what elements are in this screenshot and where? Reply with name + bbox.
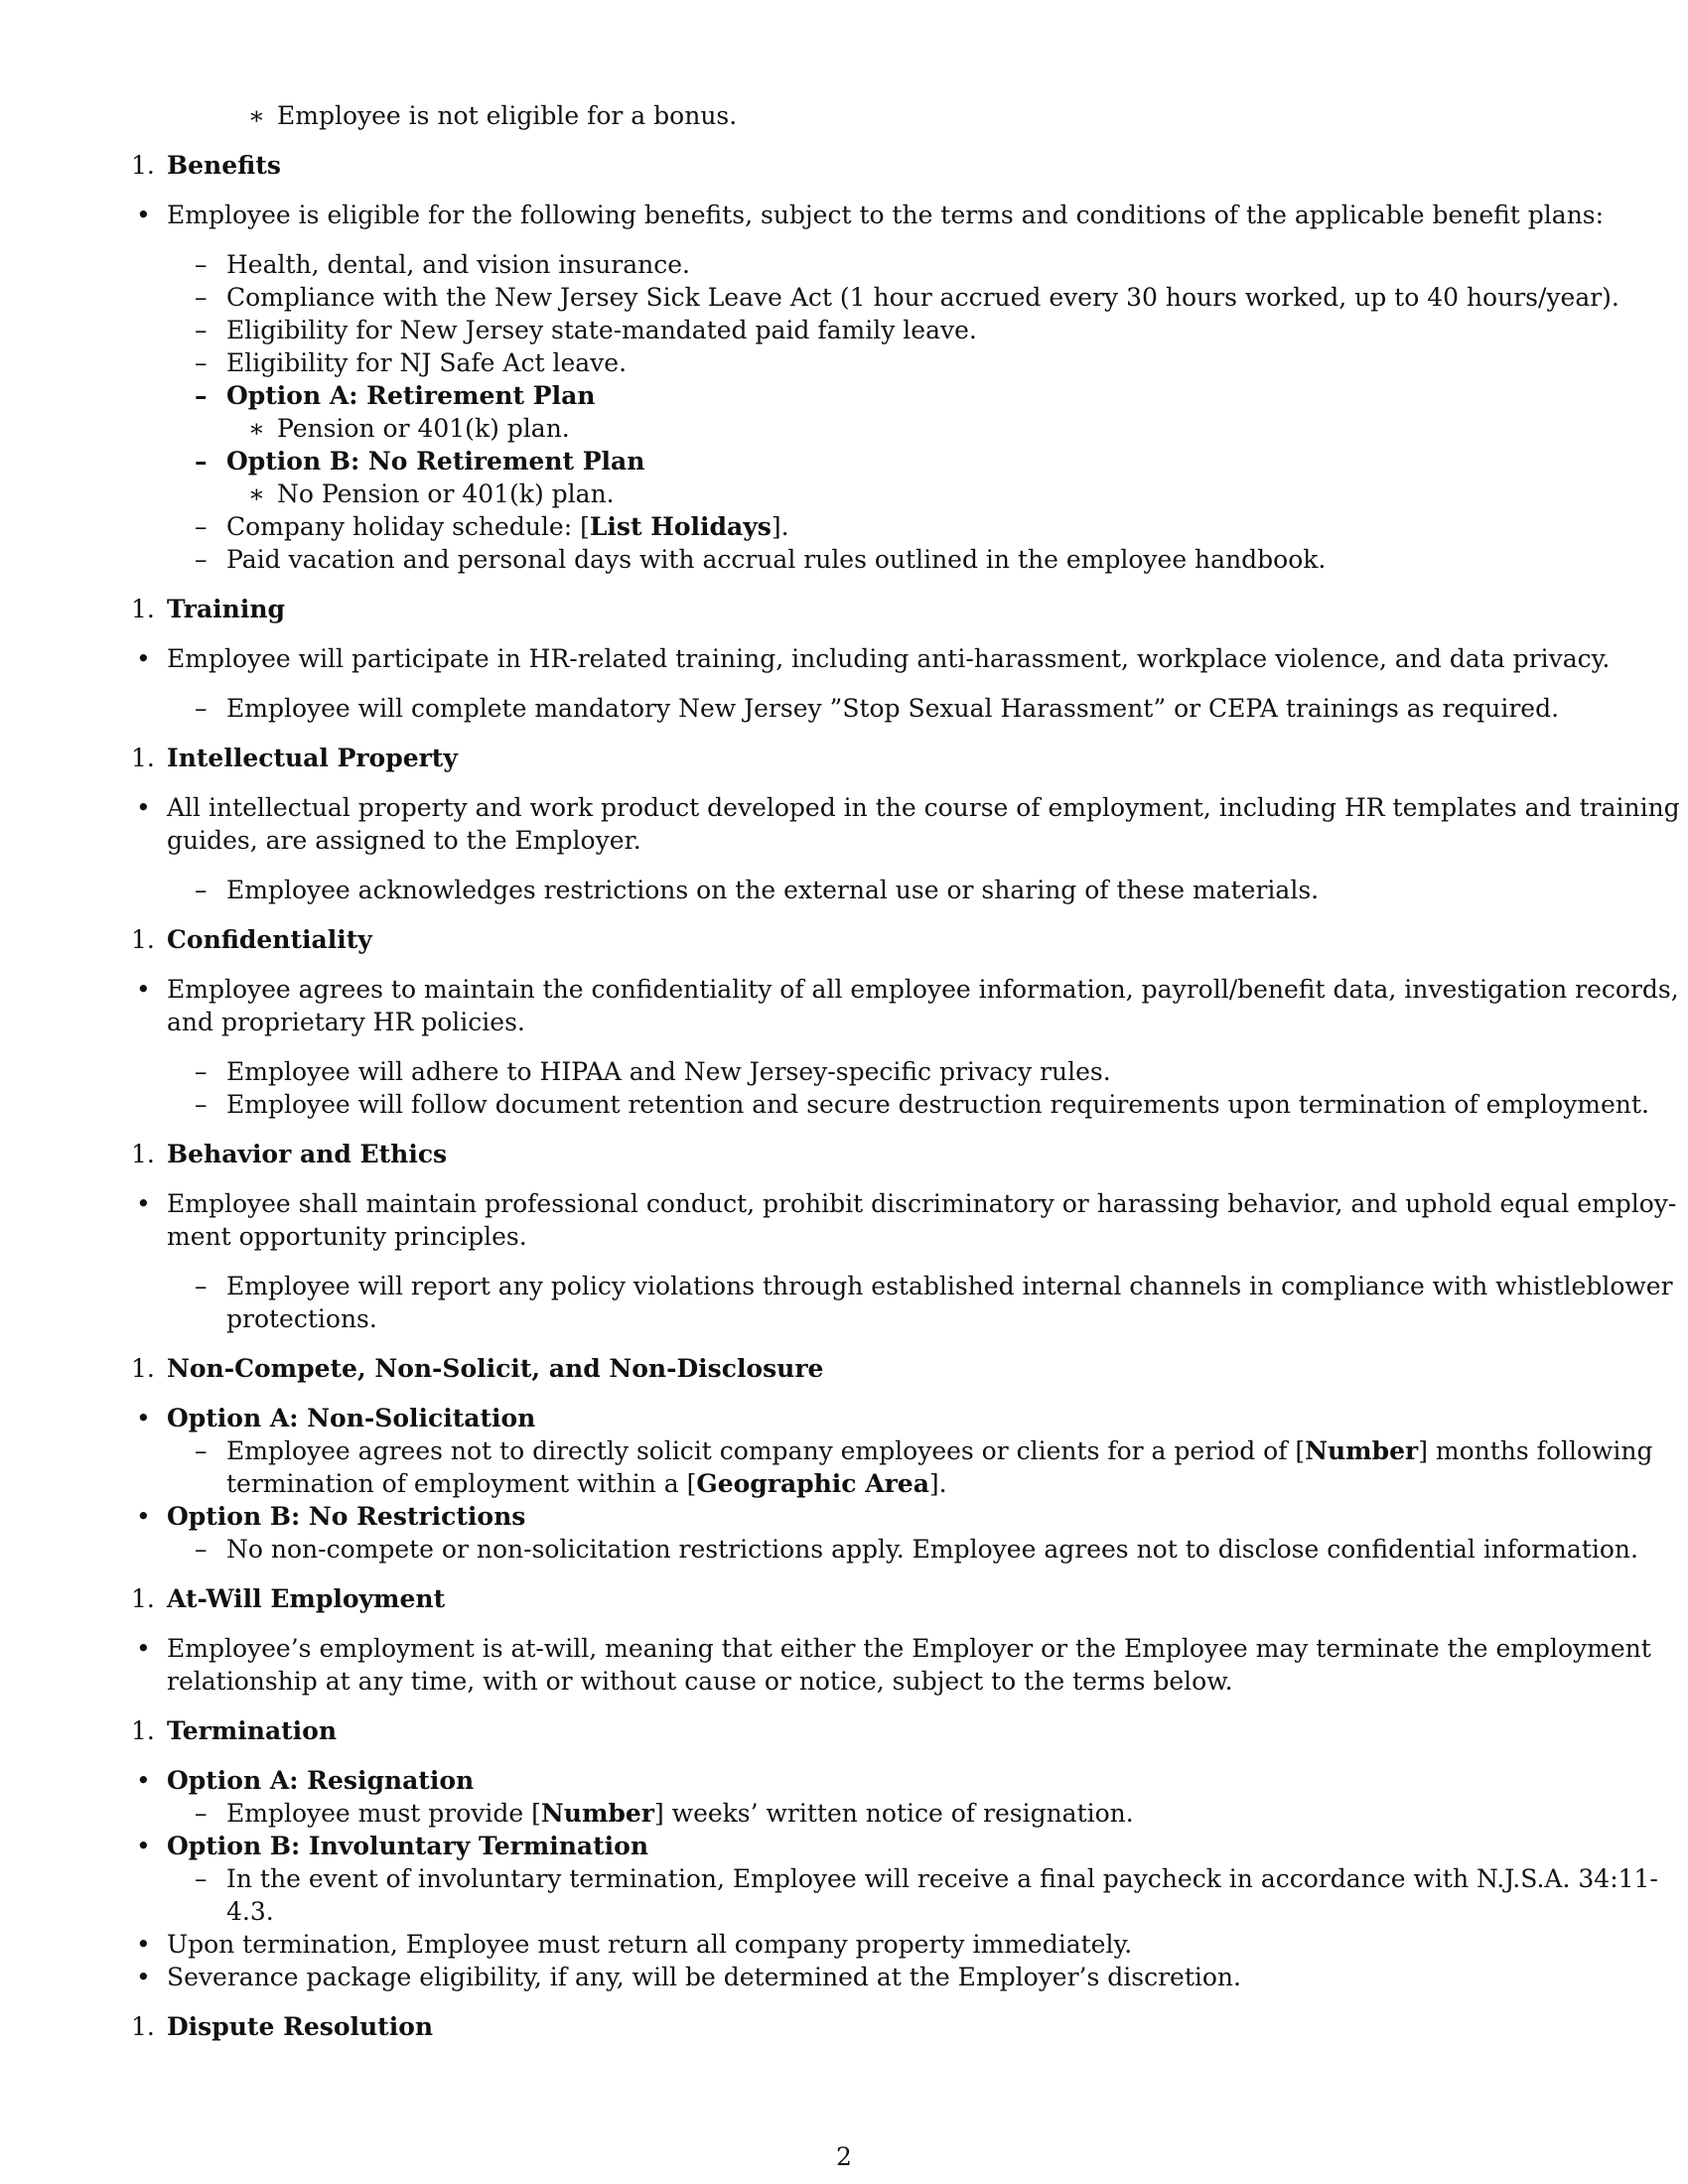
dash-marker-icon: – — [195, 447, 208, 476]
section-heading — [167, 593, 285, 625]
text-segment: ] weeks’ written notice of resignation. — [653, 1799, 1134, 1828]
text-segment: Upon termination, Employee must return all company property immediately. — [167, 1930, 1133, 1959]
list-item-text — [226, 379, 595, 412]
section-heading — [167, 149, 281, 182]
bullet-marker-icon: • — [136, 1832, 151, 1860]
list-item-text — [226, 692, 1559, 725]
list-item-text — [167, 1764, 474, 1797]
text-segment: Paid vacation and personal days with accrual rules outlined in the employee handbook. — [226, 545, 1327, 574]
section-number: 1. — [131, 1716, 155, 1745]
list-item-text — [226, 1533, 1638, 1566]
list-item-text — [226, 1270, 1673, 1302]
list-item-text — [167, 199, 1604, 231]
star-marker-icon: ∗ — [248, 101, 265, 130]
text-segment: Employee agrees not to directly solicit company employees or clients for a period of [ — [226, 1436, 1306, 1465]
text-segment: Health, dental, and vision insurance. — [226, 250, 691, 279]
list-item-text — [226, 346, 627, 379]
section-number: 1. — [131, 925, 155, 954]
text-segment: Option B: No Restrictions — [167, 1502, 526, 1531]
list-item-text — [226, 248, 690, 281]
text-segment: ment opportunity principles. — [167, 1222, 527, 1251]
dash-marker-icon: – — [195, 545, 208, 574]
section-number: 1. — [131, 1584, 155, 1613]
dash-marker-icon: – — [195, 1272, 208, 1300]
dash-marker-icon: – — [195, 694, 208, 723]
text-segment: Company holiday schedule: [ — [226, 512, 590, 541]
list-item-text — [226, 1862, 1658, 1895]
dash-marker-icon: – — [195, 1799, 208, 1828]
text-segment: List Holidays — [589, 512, 772, 541]
list-item-text — [167, 791, 1680, 824]
list-item-text — [167, 642, 1610, 675]
bullet-marker-icon: • — [136, 644, 151, 673]
text-segment: Option A: Retirement Plan — [226, 381, 596, 410]
text-segment: Option A: Non-Solicitation — [167, 1404, 536, 1433]
list-item-text — [167, 1928, 1132, 1961]
section-heading — [167, 2010, 433, 2043]
list-item-text — [226, 1055, 1111, 1088]
text-segment: Employee is not eligible for a bonus. — [277, 101, 738, 130]
star-marker-icon: ∗ — [248, 479, 265, 508]
list-item-text — [167, 1961, 1241, 1993]
list-item-text — [226, 1797, 1134, 1830]
text-segment: In the event of involuntary termination, Employee will receive a final paycheck in accordance with N.J.S.A. 34:11- — [226, 1864, 1658, 1893]
text-segment: Employee will adhere to HIPAA and New Jersey-specific privacy rules. — [226, 1057, 1111, 1086]
text-segment: Non-Compete, Non-Solicit, and Non-Disclosure — [167, 1354, 824, 1383]
text-segment: Eligibility for New Jersey state-mandated paid family leave. — [226, 316, 977, 344]
text-segment: Geographic Area — [696, 1469, 929, 1498]
text-segment: Intellectual Property — [167, 744, 458, 772]
list-item-text — [167, 1006, 525, 1038]
text-segment: Termination — [167, 1716, 338, 1745]
section-number: 1. — [131, 151, 155, 180]
section-heading — [167, 1714, 337, 1747]
list-item-text — [167, 973, 1679, 1006]
text-segment: Option B: No Retirement Plan — [226, 447, 645, 476]
list-item-text — [226, 281, 1619, 314]
text-segment: Employee will report any policy violations through established internal channels in compliance with whistleblower — [226, 1272, 1673, 1300]
text-segment: 4.3. — [226, 1897, 274, 1926]
dash-marker-icon: – — [195, 1864, 208, 1893]
text-segment: Option A: Resignation — [167, 1766, 475, 1795]
dash-marker-icon: – — [195, 348, 208, 377]
text-segment: All intellectual property and work product developed in the course of employment, including HR templates and training — [167, 793, 1680, 822]
section-heading — [167, 1352, 823, 1385]
text-segment: Number — [540, 1799, 654, 1828]
list-item-text — [167, 824, 641, 857]
star-marker-icon: ∗ — [248, 414, 265, 443]
list-item-text — [226, 1467, 947, 1500]
section-number: 1. — [131, 595, 155, 623]
section-heading — [167, 1582, 445, 1615]
text-segment: ]. — [771, 512, 789, 541]
bullet-marker-icon: • — [136, 1189, 151, 1218]
bullet-marker-icon: • — [136, 201, 151, 229]
bullet-marker-icon: • — [136, 975, 151, 1004]
text-segment: termination of employment within a [ — [226, 1469, 697, 1498]
section-number: 1. — [131, 1140, 155, 1168]
text-segment: Employee will follow document retention and secure destruction requirements upon termination of employment. — [226, 1090, 1649, 1119]
list-item-text — [226, 1302, 377, 1335]
text-segment: Compliance with the New Jersey Sick Leave Act (1 hour accrued every 30 hours worked, up to 40 hours/year). — [226, 283, 1619, 312]
text-segment: and proprietary HR policies. — [167, 1008, 525, 1036]
text-segment: Employee agrees to maintain the confidentiality of all employee information, payroll/benefit data, investigation records, — [167, 975, 1679, 1004]
section-heading — [167, 742, 458, 774]
text-segment: Option B: Involuntary Termination — [167, 1832, 649, 1860]
bullet-marker-icon: • — [136, 1930, 151, 1959]
text-segment: No non-compete or non-solicitation restrictions apply. Employee agrees not to disclose confidential information. — [226, 1535, 1638, 1564]
bullet-marker-icon: • — [136, 1963, 151, 1991]
text-segment: Pension or 401(k) plan. — [277, 414, 570, 443]
list-item-text — [226, 1895, 274, 1928]
dash-marker-icon: – — [195, 512, 208, 541]
list-item-text — [167, 1220, 527, 1253]
list-item-text — [167, 1187, 1676, 1220]
dash-marker-icon: – — [195, 1436, 208, 1465]
bullet-marker-icon: • — [136, 1404, 151, 1433]
text-segment: No Pension or 401(k) plan. — [277, 479, 615, 508]
section-number: 1. — [131, 1354, 155, 1383]
section-heading — [167, 923, 372, 956]
text-segment: Dispute Resolution — [167, 2012, 434, 2041]
text-segment: Employee will complete mandatory New Jersey ”Stop Sexual Harassment” or CEPA trainings as required. — [226, 694, 1560, 723]
text-segment: ] months following — [1418, 1436, 1653, 1465]
dash-marker-icon: – — [195, 250, 208, 279]
text-segment: guides, are assigned to the Employer. — [167, 826, 641, 855]
text-segment: Benefits — [167, 151, 281, 180]
dash-marker-icon: – — [195, 283, 208, 312]
text-segment: relationship at any time, with or without cause or notice, subject to the terms below. — [167, 1667, 1233, 1696]
list-item-text — [226, 445, 644, 478]
section-heading — [167, 1138, 447, 1170]
list-item-text — [226, 543, 1326, 576]
text-segment: Training — [167, 595, 285, 623]
list-item-text — [226, 1088, 1649, 1121]
dash-marker-icon: – — [195, 316, 208, 344]
list-item-text — [167, 1500, 525, 1533]
dash-marker-icon: – — [195, 876, 208, 904]
list-item-text — [277, 99, 737, 132]
list-item-text — [226, 510, 789, 543]
dash-marker-icon: – — [195, 1535, 208, 1564]
list-item-text — [226, 874, 1319, 906]
bullet-marker-icon: • — [136, 793, 151, 822]
text-segment: Behavior and Ethics — [167, 1140, 448, 1168]
list-item-text — [167, 1402, 535, 1434]
text-segment: Employee shall maintain professional conduct, prohibit discriminatory or harassing behavior, and uphold equal employ- — [167, 1189, 1677, 1218]
section-number: 1. — [131, 2012, 155, 2041]
text-segment: protections. — [226, 1304, 377, 1333]
list-item-text — [277, 412, 570, 445]
text-segment: Employee acknowledges restrictions on the external use or sharing of these materials. — [226, 876, 1320, 904]
list-item-text — [167, 1665, 1233, 1698]
text-segment: Severance package eligibility, if any, will be determined at the Employer’s discretion. — [167, 1963, 1241, 1991]
bullet-marker-icon: • — [136, 1502, 151, 1531]
text-segment: Number — [1305, 1436, 1419, 1465]
text-segment: Employee must provide [ — [226, 1799, 541, 1828]
text-segment: Employee will participate in HR-related training, including anti-harassment, workplace violence, and data privacy. — [167, 644, 1611, 673]
dash-marker-icon: – — [195, 1057, 208, 1086]
list-item-text — [277, 478, 615, 510]
text-segment: Confidentiality — [167, 925, 372, 954]
text-segment: At-Will Employment — [167, 1584, 446, 1613]
list-item-text — [167, 1830, 648, 1862]
text-segment: Employee’s employment is at-will, meaning that either the Employer or the Employee may terminate the employment — [167, 1634, 1651, 1663]
dash-marker-icon: – — [195, 1090, 208, 1119]
bullet-marker-icon: • — [136, 1766, 151, 1795]
text-segment: ]. — [928, 1469, 947, 1498]
page-number: 2 — [836, 2142, 852, 2171]
dash-marker-icon: – — [195, 381, 208, 410]
section-number: 1. — [131, 744, 155, 772]
text-segment: Employee is eligible for the following benefits, subject to the terms and conditions of the applicable benefit plans: — [167, 201, 1605, 229]
list-item-text — [167, 1632, 1651, 1665]
list-item-text — [226, 1434, 1653, 1467]
bullet-marker-icon: • — [136, 1634, 151, 1663]
text-segment: Eligibility for NJ Safe Act leave. — [226, 348, 628, 377]
list-item-text — [226, 314, 977, 346]
